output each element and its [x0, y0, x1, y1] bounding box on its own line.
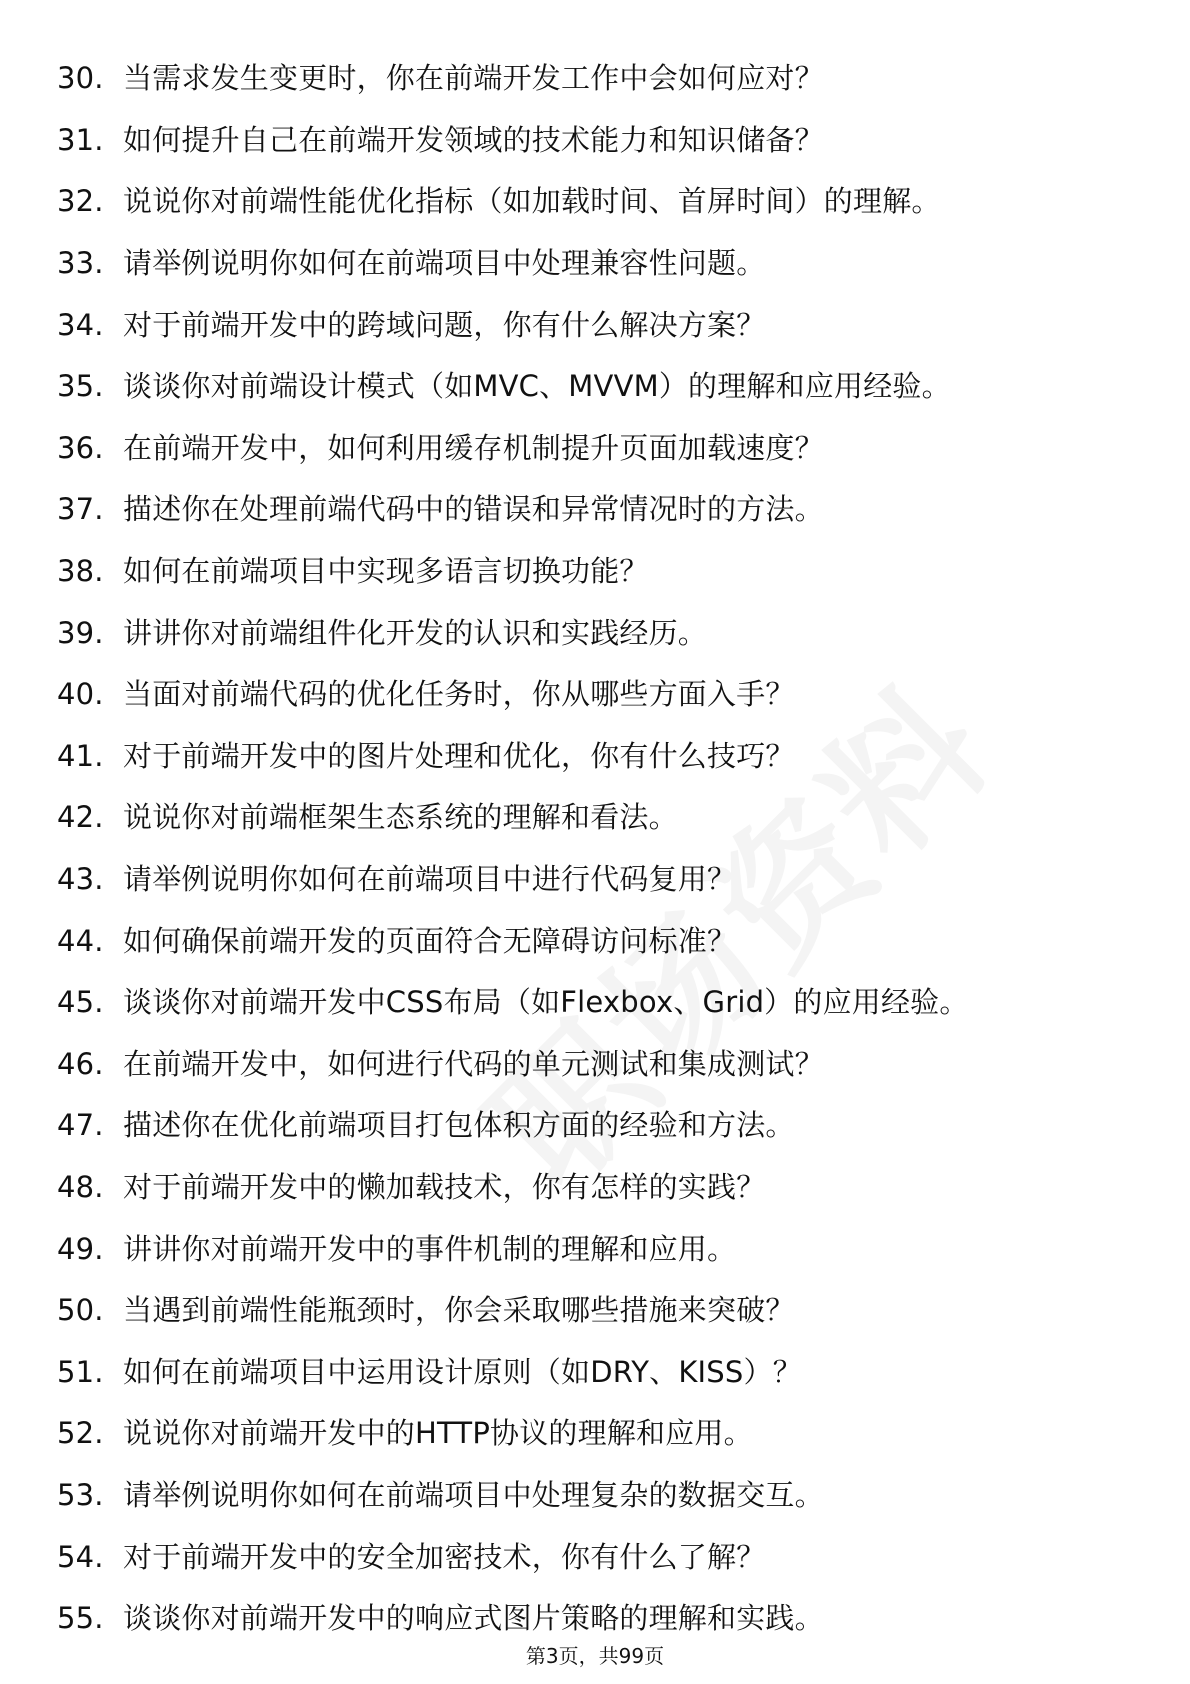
question-item	[57, 1526, 1177, 1588]
question-text: 说说你对前端开发中的HTTP协议的理解和应用。	[123, 1416, 753, 1451]
question-item	[57, 1341, 1177, 1403]
question-number: 31.	[57, 122, 104, 157]
question-number: 32.	[57, 184, 104, 219]
page-footer: 第3页，共99页	[525, 1644, 665, 1668]
question-text: 对于前端开发中的懒加载技术，你有怎样的实践？	[123, 1169, 766, 1204]
question-text: 说说你对前端性能优化指标（如加载时间、首屏时间）的理解。	[123, 184, 941, 219]
question-item	[57, 48, 1177, 110]
question-item	[57, 1465, 1177, 1527]
question-text: 对于前端开发中的图片处理和优化，你有什么技巧？	[123, 738, 795, 773]
question-item	[57, 110, 1177, 172]
question-number: 37.	[57, 492, 104, 527]
question-text: 对于前端开发中的跨域问题，你有什么解决方案？	[123, 307, 766, 342]
question-number: 40.	[57, 677, 104, 712]
question-item	[57, 356, 1177, 418]
question-item	[57, 1157, 1177, 1219]
question-number: 49.	[57, 1231, 104, 1266]
question-number: 53.	[57, 1477, 104, 1512]
question-text: 当面对前端代码的优化任务时，你从哪些方面入手？	[123, 677, 795, 712]
question-item	[57, 910, 1177, 972]
question-item	[57, 479, 1177, 541]
question-number: 35.	[57, 369, 104, 404]
question-number: 39.	[57, 615, 104, 650]
question-item	[57, 294, 1177, 356]
question-item	[57, 1034, 1177, 1096]
question-text: 如何在前端项目中运用设计原则（如DRY、KISS）？	[123, 1354, 802, 1389]
question-text: 当遇到前端性能瓶颈时，你会采取哪些措施来突破？	[123, 1293, 795, 1328]
question-text: 描述你在处理前端代码中的错误和异常情况时的方法。	[123, 492, 824, 527]
question-text: 在前端开发中，如何进行代码的单元测试和集成测试？	[123, 1046, 824, 1081]
question-item	[57, 972, 1177, 1034]
question-number: 43.	[57, 862, 104, 897]
question-text: 如何确保前端开发的页面符合无障碍访问标准？	[123, 923, 737, 958]
question-number: 30.	[57, 61, 104, 96]
question-number: 52.	[57, 1416, 104, 1451]
question-item	[57, 664, 1177, 726]
question-text: 请举例说明你如何在前端项目中进行代码复用？	[123, 862, 737, 897]
question-item	[57, 787, 1177, 849]
question-item	[57, 726, 1177, 788]
question-number: 51.	[57, 1354, 104, 1389]
question-number: 44.	[57, 923, 104, 958]
question-number: 55.	[57, 1601, 104, 1636]
question-text: 对于前端开发中的安全加密技术，你有什么了解？	[123, 1539, 766, 1574]
question-number: 50.	[57, 1293, 104, 1328]
question-item	[57, 233, 1177, 295]
question-text: 在前端开发中，如何利用缓存机制提升页面加载速度？	[123, 430, 824, 465]
question-number: 34.	[57, 307, 104, 342]
question-number: 38.	[57, 554, 104, 589]
question-number: 42.	[57, 800, 104, 835]
question-number: 33.	[57, 246, 104, 281]
question-item	[57, 541, 1177, 603]
question-text: 请举例说明你如何在前端项目中处理复杂的数据交互。	[123, 1477, 824, 1512]
question-text: 描述你在优化前端项目打包体积方面的经验和方法。	[123, 1108, 795, 1143]
question-number: 41.	[57, 738, 104, 773]
question-text: 讲讲你对前端开发中的事件机制的理解和应用。	[123, 1231, 737, 1266]
question-text: 说说你对前端框架生态系统的理解和看法。	[123, 800, 678, 835]
question-text: 谈谈你对前端开发中CSS布局（如Flexbox、Grid）的应用经验。	[123, 985, 969, 1020]
question-item	[57, 849, 1177, 911]
question-item	[57, 1218, 1177, 1280]
question-number: 45.	[57, 985, 104, 1020]
question-list	[57, 48, 1177, 1649]
question-number: 54.	[57, 1539, 104, 1574]
question-item	[57, 171, 1177, 233]
question-number: 46.	[57, 1046, 104, 1081]
question-text: 如何在前端项目中实现多语言切换功能？	[123, 554, 649, 589]
question-text: 请举例说明你如何在前端项目中处理兼容性问题。	[123, 246, 766, 281]
question-number: 47.	[57, 1108, 104, 1143]
question-item	[57, 1095, 1177, 1157]
question-item	[57, 1280, 1177, 1342]
question-item	[57, 602, 1177, 664]
question-item	[57, 1403, 1177, 1465]
question-text: 当需求发生变更时，你在前端开发工作中会如何应对？	[123, 61, 824, 96]
question-item	[57, 418, 1177, 480]
question-text: 谈谈你对前端开发中的响应式图片策略的理解和实践。	[123, 1601, 824, 1636]
question-text: 讲讲你对前端组件化开发的认识和实践经历。	[123, 615, 708, 650]
question-text: 如何提升自己在前端开发领域的技术能力和知识储备？	[123, 122, 824, 157]
question-text: 谈谈你对前端设计模式（如MVC、MVVM）的理解和应用经验。	[123, 369, 951, 404]
question-number: 36.	[57, 430, 104, 465]
question-number: 48.	[57, 1169, 104, 1204]
